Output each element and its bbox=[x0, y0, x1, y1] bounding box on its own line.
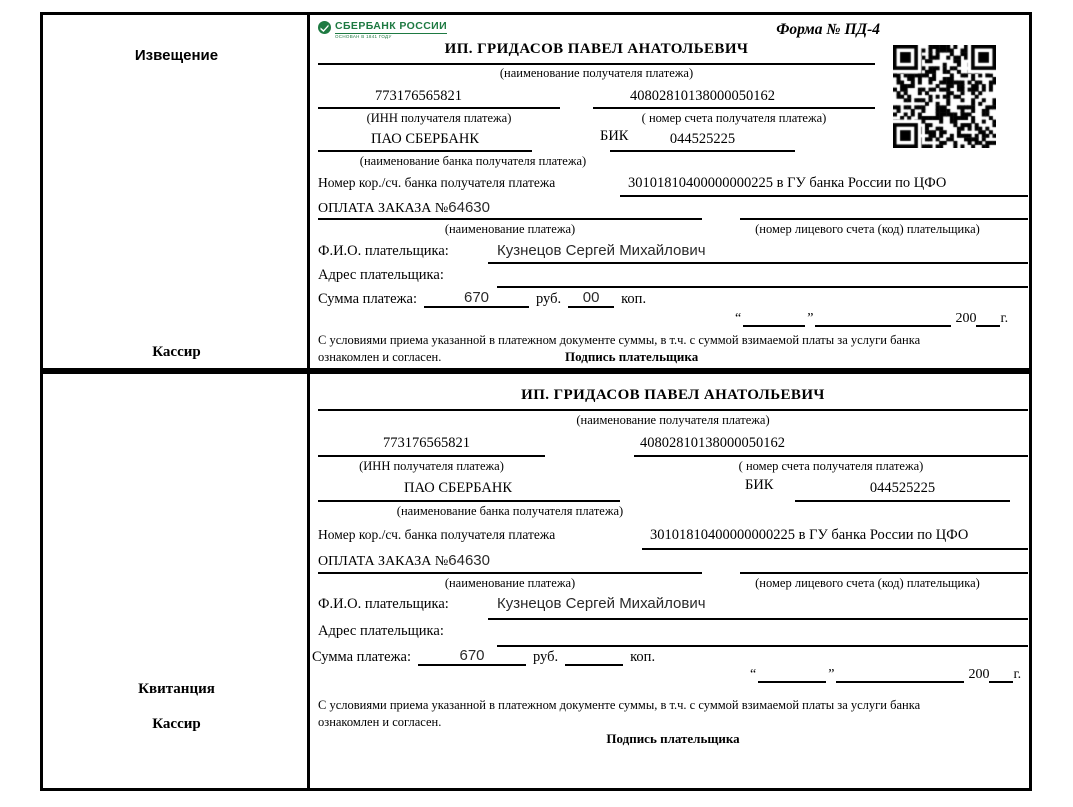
field-line bbox=[642, 548, 1028, 550]
date-row bbox=[748, 667, 1021, 683]
payer-name-label: Ф.И.О. плательщика: bbox=[318, 243, 449, 259]
payment-name-prefix: ОПЛАТА ЗАКАЗА № bbox=[318, 554, 449, 569]
personal-account-caption: (номер лицевого счета (код) плательщика) bbox=[755, 222, 980, 236]
year-prefix: 200 bbox=[955, 311, 977, 326]
date-month-field bbox=[836, 667, 964, 683]
bik-value: 044525225 bbox=[669, 131, 736, 147]
agreement-text: С условиями приема указанной в платежном документе суммы, в т.ч. с суммой взимаемой платы за услуги банка ознакомлен и согласен. bbox=[318, 333, 921, 364]
bik-value: 044525225 bbox=[869, 480, 936, 496]
bank-name-value: ПАО СБЕРБАНК bbox=[371, 131, 479, 147]
year-suffix: г. bbox=[1013, 667, 1022, 682]
cashier-label-bottom: Кассир bbox=[152, 716, 201, 732]
sberbank-logo-text: СБЕРБАНК РОССИИ bbox=[335, 20, 448, 32]
account-caption: ( номер счета получателя платежа) bbox=[641, 111, 827, 125]
payer-name-value: Кузнецов Сергей Михайлович bbox=[497, 595, 706, 612]
signature-label-top: Подпись плательщика bbox=[565, 349, 699, 364]
payment-name-prefix: ОПЛАТА ЗАКАЗА № bbox=[318, 201, 449, 216]
field-line bbox=[740, 572, 1028, 574]
signature-label-bottom: Подпись плательщика bbox=[606, 731, 740, 746]
payer-name-value: Кузнецов Сергей Михайлович bbox=[497, 242, 706, 259]
order-number-value: 64630 bbox=[448, 552, 490, 569]
payment-name-value bbox=[318, 199, 490, 217]
amount-row bbox=[312, 647, 655, 666]
field-line bbox=[593, 107, 875, 109]
recipient-name-title: ИП. ГРИДАСОВ ПАВЕЛ АНАТОЛЬЕВИЧ bbox=[521, 387, 825, 403]
field-line bbox=[488, 262, 1028, 264]
date-row bbox=[733, 311, 1008, 327]
amount-label: Сумма платежа: bbox=[312, 649, 411, 665]
amount-row bbox=[318, 289, 646, 308]
amount-rub-field: 670 bbox=[424, 289, 529, 308]
bank-name-caption: (наименование банка получателя платежа) bbox=[396, 504, 624, 518]
field-line bbox=[318, 409, 1028, 411]
field-line bbox=[740, 218, 1028, 220]
order-number-value: 64630 bbox=[448, 199, 490, 216]
kop-label: коп. bbox=[621, 291, 647, 307]
receipt-section-label: Квитанция bbox=[138, 681, 215, 697]
quote-open: “ bbox=[735, 311, 742, 326]
form-number-label: Форма № ПД-4 bbox=[776, 21, 880, 38]
rub-label: руб. bbox=[533, 649, 559, 665]
bank-name-value: ПАО СБЕРБАНК bbox=[404, 480, 512, 496]
field-line bbox=[610, 150, 795, 152]
payment-name-caption: (наименование платежа) bbox=[444, 222, 576, 236]
account-value: 40802810138000050162 bbox=[630, 88, 775, 104]
corr-account-label: Номер кор./сч. банка получателя платежа bbox=[318, 527, 556, 542]
bik-label: БИК bbox=[600, 128, 629, 144]
field-line bbox=[620, 195, 1028, 197]
field-line bbox=[488, 618, 1028, 620]
year-prefix: 200 bbox=[968, 667, 990, 682]
field-line bbox=[634, 455, 1028, 457]
quote-close: ” bbox=[828, 667, 835, 682]
recipient-name-title: ИП. ГРИДАСОВ ПАВЕЛ АНАТОЛЬЕВИЧ bbox=[444, 41, 749, 57]
date-day-field bbox=[743, 311, 805, 327]
amount-rub-field: 670 bbox=[418, 647, 526, 666]
personal-account-caption: (номер лицевого счета (код) плательщика) bbox=[755, 576, 980, 590]
bik-label: БИК bbox=[745, 477, 774, 493]
agreement-text: С условиями приема указанной в платежном документе суммы, в т.ч. с суммой взимаемой платы за услуги банка ознакомлен и согласен. bbox=[318, 698, 921, 729]
corr-account-value: 30101810400000000225 в ГУ банка России по ЦФО bbox=[628, 175, 947, 191]
inn-caption: (ИНН получателя платежа) bbox=[366, 111, 512, 125]
inn-value: 773176565821 bbox=[375, 88, 462, 104]
inn-value: 773176565821 bbox=[383, 435, 470, 451]
amount-kop-field bbox=[565, 647, 623, 666]
account-value: 40802810138000050162 bbox=[640, 435, 785, 451]
field-line bbox=[318, 107, 560, 109]
corr-account-value: 30101810400000000225 в ГУ банка России по ЦФО bbox=[650, 527, 969, 543]
kop-label: коп. bbox=[630, 649, 656, 665]
rub-label: руб. bbox=[536, 291, 562, 307]
amount-kop-field: 00 bbox=[568, 289, 614, 308]
inn-caption: (ИНН получателя платежа) bbox=[359, 459, 504, 473]
field-line bbox=[318, 218, 702, 220]
notice-section-label: Извещение bbox=[134, 47, 219, 64]
sberbank-logo bbox=[318, 20, 447, 39]
quote-close: ” bbox=[807, 311, 814, 326]
field-line bbox=[318, 63, 875, 65]
qr-code bbox=[893, 45, 996, 148]
date-day-field bbox=[758, 667, 826, 683]
field-line bbox=[318, 455, 545, 457]
payer-name-label: Ф.И.О. плательщика: bbox=[318, 596, 449, 612]
field-line bbox=[318, 572, 702, 574]
sberbank-emblem-icon bbox=[318, 21, 331, 39]
year-field bbox=[989, 667, 1013, 683]
field-line bbox=[318, 150, 532, 152]
field-line bbox=[795, 500, 1010, 502]
account-caption: ( номер счета получателя платежа) bbox=[738, 459, 924, 473]
cashier-label-top: Кассир bbox=[152, 344, 201, 360]
sberbank-logo-subtext: ОСНОВАН В 1841 ГОДУ bbox=[335, 34, 392, 39]
date-month-field bbox=[815, 311, 951, 327]
corr-account-label: Номер кор./сч. банка получателя платежа bbox=[318, 175, 556, 190]
field-line bbox=[318, 500, 620, 502]
payer-address-label: Адрес плательщика: bbox=[318, 623, 444, 639]
notice-left-column bbox=[43, 15, 310, 368]
year-field bbox=[976, 311, 1000, 327]
year-suffix: г. bbox=[1000, 311, 1009, 326]
bank-name-caption: (наименование банка получателя платежа) bbox=[359, 154, 587, 168]
quote-open: “ bbox=[750, 667, 757, 682]
payer-address-label: Адрес плательщика: bbox=[318, 267, 444, 283]
recipient-name-caption: (наименование получателя платежа) bbox=[576, 413, 770, 427]
payment-name-value bbox=[318, 552, 490, 570]
payment-name-caption: (наименование платежа) bbox=[444, 576, 576, 590]
amount-label: Сумма платежа: bbox=[318, 291, 417, 307]
recipient-name-caption: (наименование получателя платежа) bbox=[499, 66, 694, 80]
field-line bbox=[497, 286, 1028, 288]
